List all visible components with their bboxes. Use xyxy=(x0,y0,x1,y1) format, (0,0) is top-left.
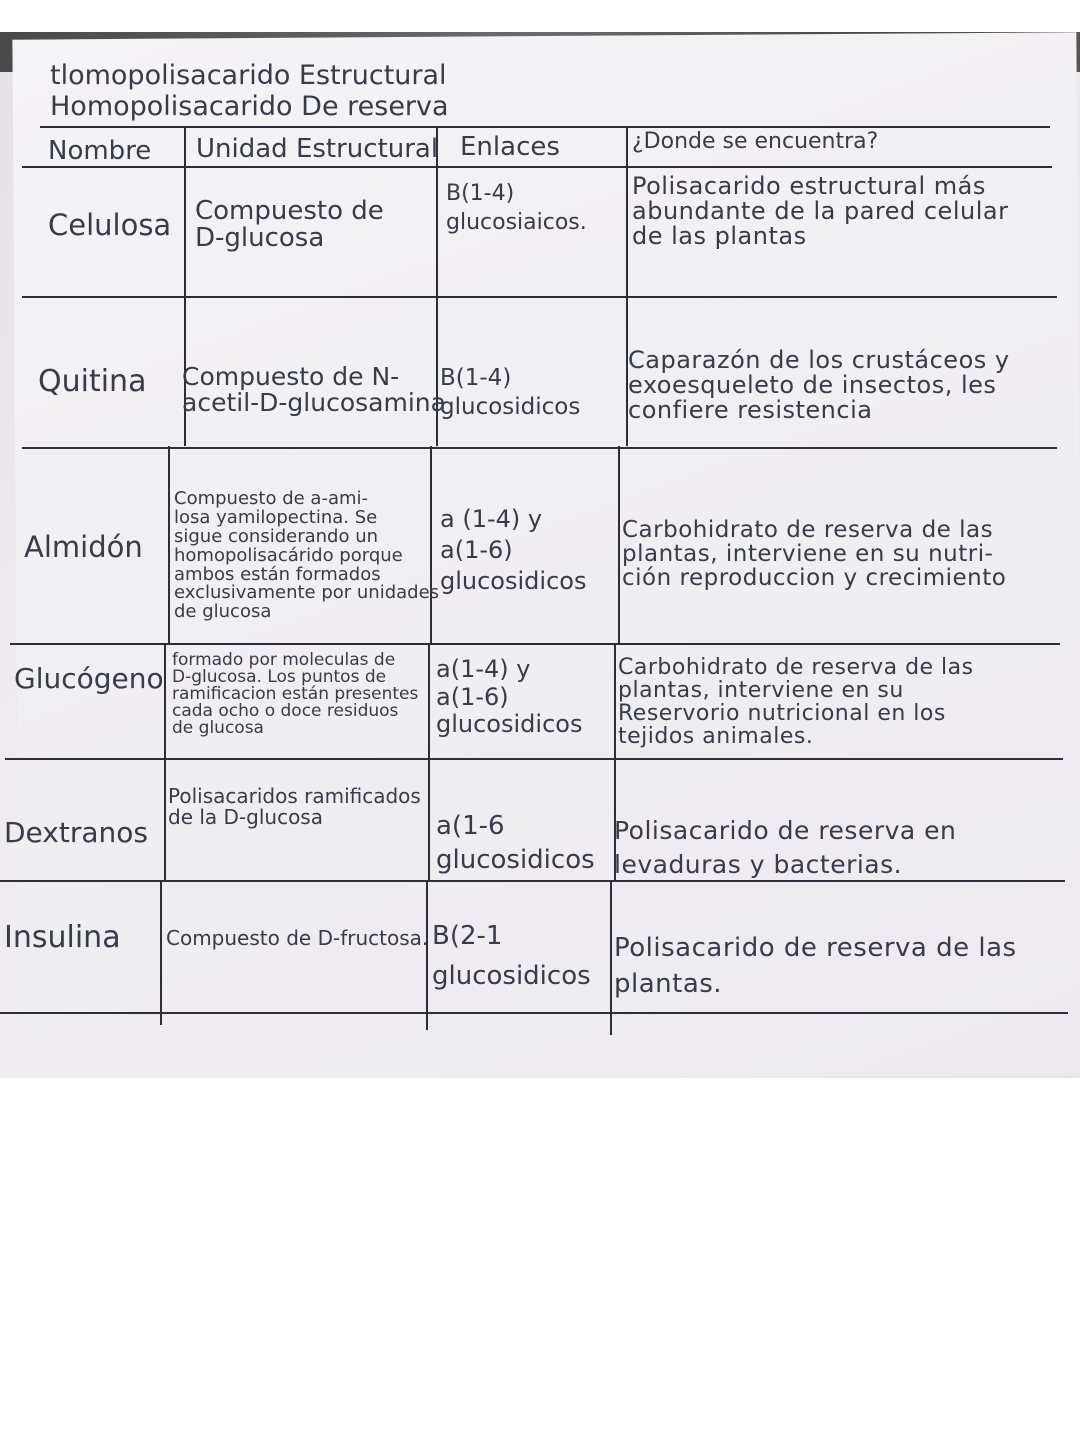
row-almidon-nombre: Almidón xyxy=(24,530,143,564)
row-quitina-enlaces: B(1-4) glucosidicos xyxy=(440,365,581,420)
row-glucogeno-enlaces: a(1-4) y a(1-6) glucosidicos xyxy=(436,655,583,739)
row-almidon-enlaces: a (1-4) y a(1-6) glucosidicos xyxy=(440,505,587,596)
row-celulosa-unidad: Compuesto de D-glucosa xyxy=(195,196,384,254)
row-almidon-donde: Carbohidrato de reserva de las plantas, interviene en su nutri- ción reproduccion y crecimiento xyxy=(622,517,1007,592)
row-glucogeno-unidad: formado por moleculas de D-glucosa. Los puntos de ramificacion están presentes cada ocho o doce residuos de glucosa xyxy=(172,650,419,738)
row-celulosa-nombre: Celulosa xyxy=(48,208,172,242)
row-celulosa-donde: Polisacarido estructural más abundante de la pared celular de las plantas xyxy=(632,172,1009,251)
row-quitina-nombre: Quitina xyxy=(38,364,147,399)
row-dextranos-donde: Polisacarido de reserva en levaduras y bacterias. xyxy=(614,816,957,879)
row-almidon-unidad: Compuesto de a-ami- losa yamilopectina. Se sigue considerando un homopolisacárido porque ambos están formados exclusivamente por unidades de glucosa xyxy=(174,488,440,623)
title-structural: tlomopolisacarido Estructural xyxy=(50,60,447,91)
header-donde: ¿Donde se encuentra? xyxy=(632,129,879,154)
row-glucogeno-donde: Carbohidrato de reserva de las plantas, interviene en su Reservorio nutricional en los tejidos animales. xyxy=(618,655,974,750)
row-dextranos-enlaces: a(1-6 glucosidicos xyxy=(436,811,595,875)
row-insulina-unidad: Compuesto de D-fructosa. xyxy=(166,926,429,950)
row-quitina-donde: Caparazón de los crustáceos y exoesqueleto de insectos, les confiere resistencia xyxy=(628,346,1010,425)
header-nombre: Nombre xyxy=(48,136,152,166)
row-insulina-donde: Polisacarido de reserva de las plantas. xyxy=(614,933,1017,1000)
row-insulina-nombre: Insulina xyxy=(4,920,121,955)
row-celulosa-enlaces: B(1-4) glucosiaicos. xyxy=(446,181,587,235)
row-dextranos-nombre: Dextranos xyxy=(4,816,148,849)
row-dextranos-unidad: Polisacaridos ramificados de la D-glucosa xyxy=(168,784,421,829)
title-reserve: Homopolisacarido De reserva xyxy=(50,91,449,122)
header-enlaces: Enlaces xyxy=(460,132,560,162)
row-insulina-enlaces: B(2-1 glucosidicos xyxy=(432,921,591,992)
row-quitina-unidad: Compuesto de N- acetil-D-glucosamina xyxy=(182,362,446,418)
header-unidad: Unidad Estructural xyxy=(196,134,439,164)
row-glucogeno-nombre: Glucógeno xyxy=(14,662,164,695)
